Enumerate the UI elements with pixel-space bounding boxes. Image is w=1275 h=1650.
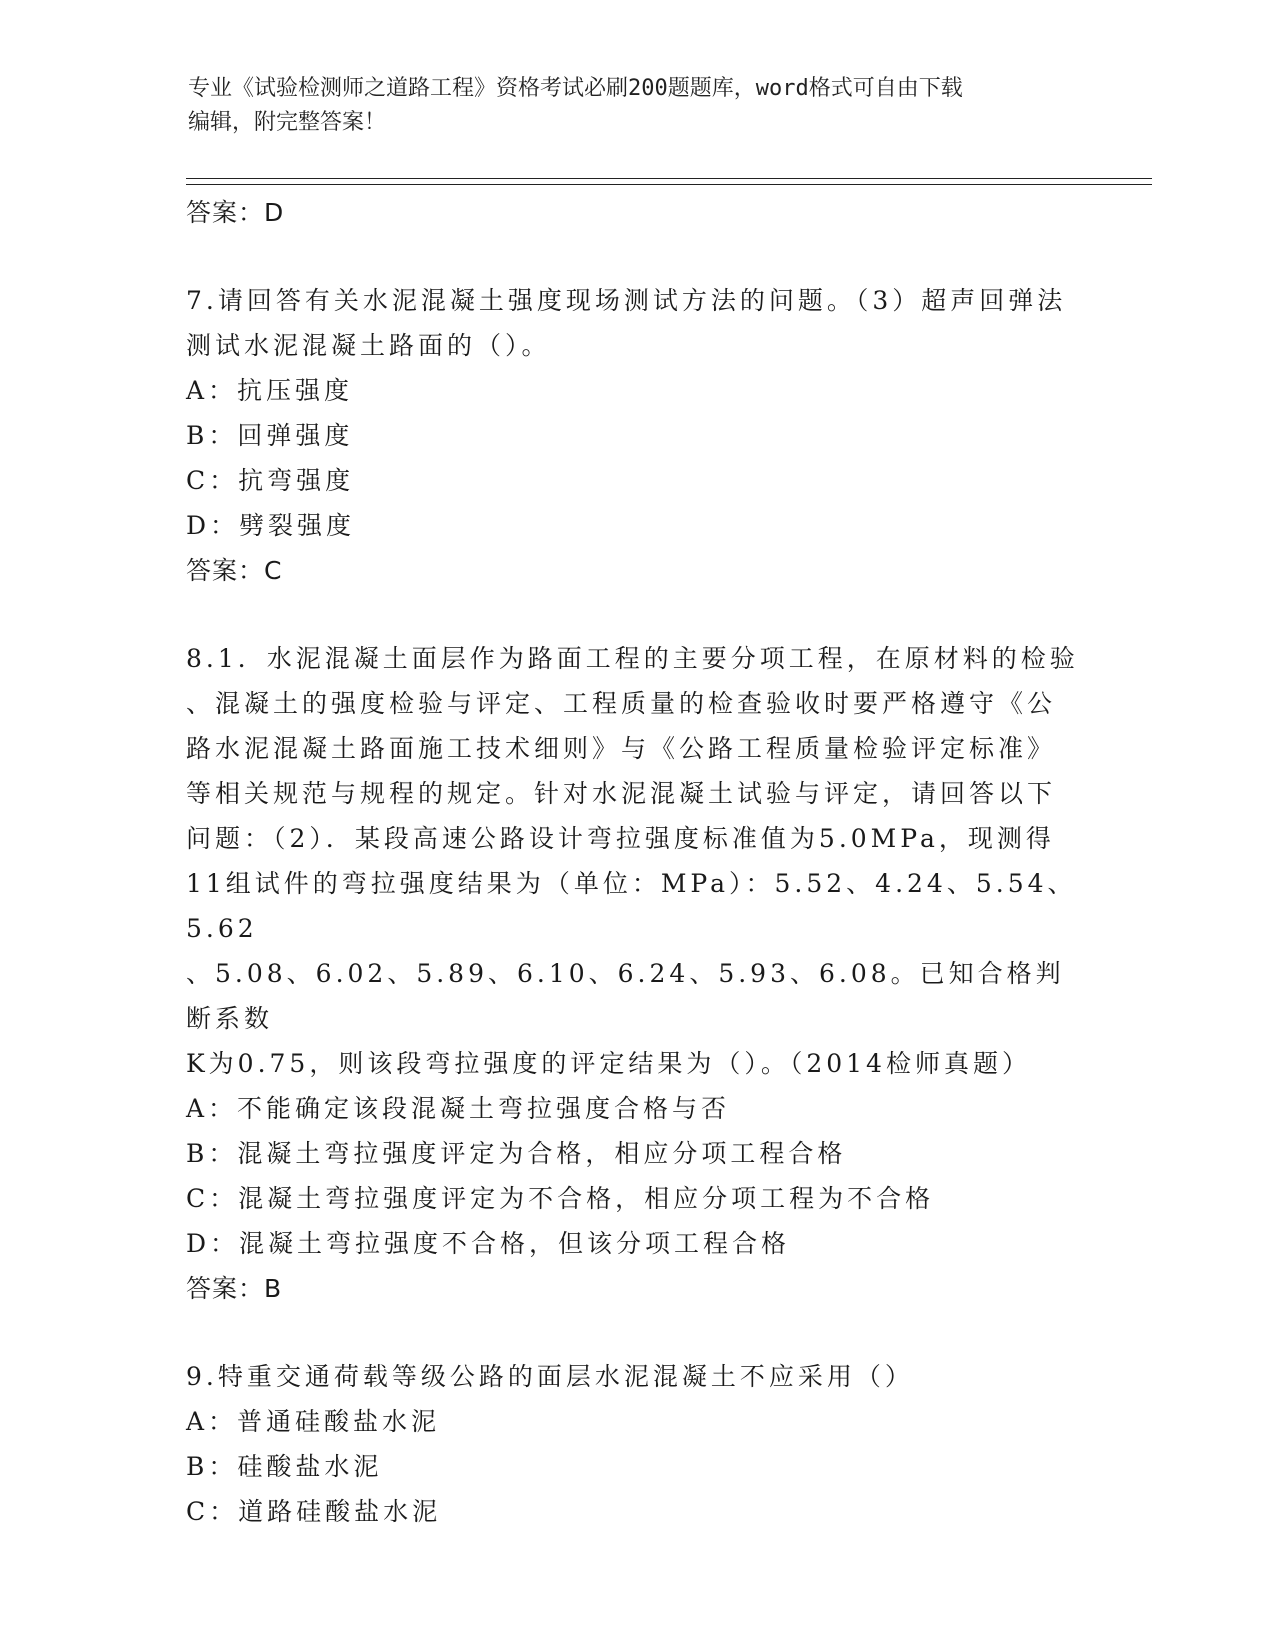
question-8-text-line: 、混凝土的强度检验与评定、工程质量的检查验收时要严格遵守《公 <box>186 689 1057 718</box>
header-title-line-continued: 编辑，附完整答案！ <box>188 110 387 135</box>
question-8-text-line: 等相关规范与规程的规定。针对水泥混凝土试验与评定，请回答以下 <box>186 779 1057 808</box>
question-7-option-b: B：回弹强度 <box>186 421 354 450</box>
question-7 <box>186 278 1086 594</box>
spacer <box>186 236 1086 278</box>
header-title-line: 专业《试验检测师之道路工程》资格考试必刷200题题库，word格式可自由下载 <box>188 76 963 101</box>
spacer <box>186 1312 1086 1354</box>
question-9-option-b: B：硅酸盐水泥 <box>186 1452 383 1481</box>
question-7-text-line: 测试水泥混凝土路面的（）。 <box>186 331 551 360</box>
question-8-text-line: 8.1．水泥混凝土面层作为路面工程的主要分项工程，在原材料的检验 <box>186 644 1079 673</box>
document-body <box>186 190 1086 1534</box>
question-8-text-line: K为0.75，则该段弯拉强度的评定结果为（）。（2014检师真题） <box>186 1049 1031 1078</box>
question-8-option-a: A：不能确定该段混凝土弯拉强度合格与否 <box>186 1094 731 1123</box>
question-9-text-line: 9.特重交通荷载等级公路的面层水泥混凝土不应采用（） <box>186 1362 914 1391</box>
question-7-option-c: C：抗弯强度 <box>186 466 355 495</box>
question-8-option-c: C：混凝土弯拉强度评定为不合格，相应分项工程为不合格 <box>186 1184 935 1213</box>
question-7-option-a: A：抗压强度 <box>186 376 354 405</box>
question-8-text-line: 、5.08、6.02、5.89、6.10、6.24、5.93、6.08。已知合格判断系数 <box>186 959 1065 1033</box>
page-header <box>188 72 1068 140</box>
question-8-text-line: 问题：（2）．某段高速公路设计弯拉强度标准值为5.0MPa，现测得 <box>186 824 1055 853</box>
question-9-option-a: A：普通硅酸盐水泥 <box>186 1407 441 1436</box>
answer-q7: 答案：C <box>186 556 283 585</box>
question-9-option-c: C：道路硅酸盐水泥 <box>186 1497 442 1526</box>
header-divider <box>186 178 1152 185</box>
question-8-option-d: D：混凝土弯拉强度不合格，但该分项工程合格 <box>186 1229 791 1258</box>
answer-q6: 答案：D <box>186 198 285 227</box>
question-9 <box>186 1354 1086 1534</box>
answer-q8: 答案：B <box>186 1274 283 1303</box>
spacer <box>186 594 1086 636</box>
question-8-text-line: 路水泥混凝土路面施工技术细则》与《公路工程质量检验评定标准》 <box>186 734 1057 763</box>
question-8-text-line: 11组试件的弯拉强度结果为（单位：MPa）：5.52、4.24、5.54、5.62 <box>186 869 1077 943</box>
question-8-option-b: B：混凝土弯拉强度评定为合格，相应分项工程合格 <box>186 1139 847 1168</box>
question-7-option-d: D：劈裂强度 <box>186 511 356 540</box>
question-7-text-line: 7.请回答有关水泥混凝土强度现场测试方法的问题。（3）超声回弹法 <box>186 286 1067 315</box>
question-8 <box>186 636 1086 1312</box>
